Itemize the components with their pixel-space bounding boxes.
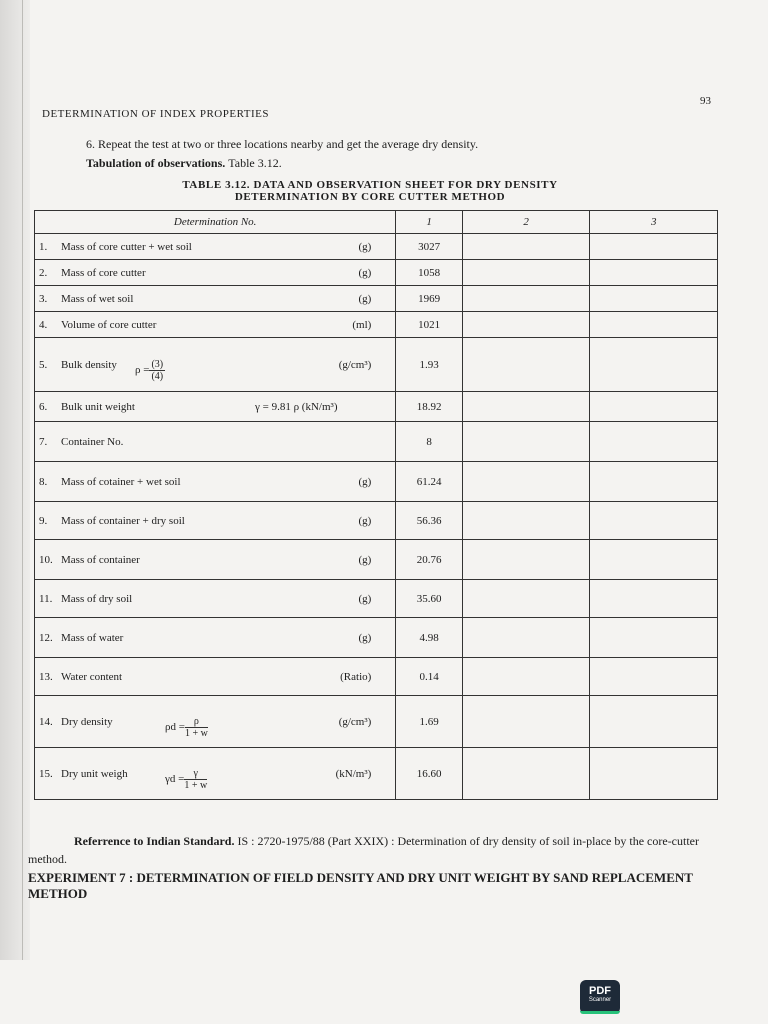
reference-text: IS : 2720-1975/88 (Part XXIX) : Determination of dry density of soil in-place by the core-cutter method. bbox=[28, 834, 700, 866]
row-label: Mass of cotainer + wet soil bbox=[61, 475, 181, 488]
row-value-1: 20.76 bbox=[396, 540, 463, 580]
row-value-1: 16.60 bbox=[396, 748, 463, 800]
badge-accent-bar bbox=[580, 1011, 620, 1014]
table-row bbox=[35, 392, 718, 422]
row-number: 8. bbox=[39, 475, 48, 488]
header-col-3: 3 bbox=[590, 211, 718, 234]
row-label: Mass of core cutter bbox=[61, 266, 146, 279]
row-number: 2. bbox=[39, 266, 48, 279]
table-row bbox=[35, 422, 718, 462]
table-row bbox=[35, 748, 718, 800]
row-parameter bbox=[35, 260, 396, 286]
tabulation-line bbox=[86, 156, 282, 171]
tabulation-ref: Table 3.12. bbox=[228, 156, 282, 170]
badge-subtitle: Scanner bbox=[588, 997, 612, 1003]
experiment-heading: EXPERIMENT 7 : DETERMINATION OF FIELD DENSITY AND DRY UNIT WEIGHT BY SAND REPLACEMENT METHOD bbox=[28, 870, 693, 901]
row-value-1: 61.24 bbox=[396, 462, 463, 502]
row-parameter bbox=[35, 748, 396, 800]
table-row bbox=[35, 234, 718, 260]
fraction-numerator: (3) bbox=[151, 358, 164, 370]
formula-fraction bbox=[185, 716, 208, 739]
row-label: Container No. bbox=[61, 435, 124, 448]
row-parameter bbox=[35, 462, 396, 502]
row-label: Dry density bbox=[61, 715, 113, 728]
row-value-1: 1969 bbox=[396, 286, 463, 312]
table-row bbox=[35, 540, 718, 580]
row-unit: (g/cm³) bbox=[338, 358, 372, 371]
row-value-1: 3027 bbox=[396, 234, 463, 260]
procedure-step: 6. Repeat the test at two or three locations nearby and get the average dry density. bbox=[86, 137, 479, 151]
row-value-3 bbox=[590, 234, 718, 260]
formula-fraction bbox=[149, 359, 165, 382]
row-label: Bulk density bbox=[61, 358, 117, 371]
row-value-3 bbox=[590, 462, 718, 502]
row-unit: (g) bbox=[358, 631, 372, 644]
row-unit: (g/cm³) bbox=[338, 715, 372, 728]
row-value-2 bbox=[462, 580, 590, 618]
row-number: 3. bbox=[39, 292, 48, 305]
fraction-denominator: (4) bbox=[151, 370, 164, 382]
row-parameter bbox=[35, 580, 396, 618]
row-number: 10. bbox=[39, 553, 53, 566]
row-unit: (g) bbox=[358, 292, 372, 305]
row-value-3 bbox=[590, 338, 718, 392]
row-value-1: 1.93 bbox=[396, 338, 463, 392]
row-value-2 bbox=[462, 502, 590, 540]
row-value-2 bbox=[462, 696, 590, 748]
row-parameter bbox=[35, 658, 396, 696]
row-formula bbox=[165, 768, 207, 791]
row-value-1: 56.36 bbox=[396, 502, 463, 540]
row-formula bbox=[255, 401, 337, 413]
row-value-2 bbox=[462, 540, 590, 580]
row-value-3 bbox=[590, 286, 718, 312]
table-row bbox=[35, 462, 718, 502]
row-value-1: 35.60 bbox=[396, 580, 463, 618]
row-parameter bbox=[35, 696, 396, 748]
table-caption bbox=[100, 179, 640, 203]
row-parameter bbox=[35, 338, 396, 392]
row-number: 15. bbox=[39, 767, 53, 780]
row-value-2 bbox=[462, 748, 590, 800]
row-number: 4. bbox=[39, 318, 48, 331]
reference-paragraph bbox=[28, 832, 734, 868]
table-row bbox=[35, 502, 718, 540]
row-unit: (Ratio) bbox=[340, 670, 372, 683]
page-number: 93 bbox=[700, 95, 711, 107]
row-unit: (ml) bbox=[352, 318, 372, 331]
book-spine bbox=[0, 0, 23, 960]
table-row bbox=[35, 658, 718, 696]
row-parameter bbox=[35, 540, 396, 580]
row-value-1: 18.92 bbox=[396, 392, 463, 422]
row-value-3 bbox=[590, 696, 718, 748]
row-formula bbox=[135, 359, 165, 382]
row-number: 14. bbox=[39, 715, 53, 728]
row-label: Mass of core cutter + wet soil bbox=[61, 240, 192, 253]
table-header-row bbox=[35, 211, 718, 234]
row-value-2 bbox=[462, 234, 590, 260]
tabulation-label: Tabulation of observations. bbox=[86, 156, 226, 170]
row-label: Volume of core cutter bbox=[61, 318, 157, 331]
row-number: 9. bbox=[39, 514, 48, 527]
row-unit: (kN/m³) bbox=[335, 767, 372, 780]
table-row bbox=[35, 286, 718, 312]
row-value-3 bbox=[590, 748, 718, 800]
row-value-1: 1058 bbox=[396, 260, 463, 286]
pdf-scanner-badge[interactable] bbox=[580, 980, 620, 1014]
row-value-2 bbox=[462, 338, 590, 392]
row-value-3 bbox=[590, 422, 718, 462]
header-col-2: 2 bbox=[462, 211, 590, 234]
row-parameter bbox=[35, 618, 396, 658]
row-unit: (g) bbox=[358, 240, 372, 253]
row-unit: (g) bbox=[358, 266, 372, 279]
row-number: 13. bbox=[39, 670, 53, 683]
formula-lhs: ρd = bbox=[165, 720, 185, 733]
row-parameter bbox=[35, 422, 396, 462]
row-number: 6. bbox=[39, 400, 48, 413]
row-value-1: 0.14 bbox=[396, 658, 463, 696]
row-value-3 bbox=[590, 618, 718, 658]
table-row bbox=[35, 696, 718, 748]
row-value-2 bbox=[462, 658, 590, 696]
row-formula bbox=[165, 716, 208, 739]
row-label: Bulk unit weight bbox=[61, 400, 135, 413]
row-unit: (g) bbox=[358, 475, 372, 488]
row-value-3 bbox=[590, 580, 718, 618]
row-value-2 bbox=[462, 618, 590, 658]
row-parameter bbox=[35, 286, 396, 312]
table-row bbox=[35, 618, 718, 658]
row-label: Mass of container bbox=[61, 553, 140, 566]
fraction-denominator: 1 + w bbox=[184, 779, 208, 791]
row-number: 12. bbox=[39, 631, 53, 644]
row-number: 7. bbox=[39, 435, 48, 448]
row-value-3 bbox=[590, 658, 718, 696]
fraction-denominator: 1 + w bbox=[184, 727, 208, 739]
row-label: Mass of wet soil bbox=[61, 292, 134, 305]
formula-fraction bbox=[184, 768, 207, 791]
formula-lhs: γd = bbox=[165, 772, 185, 785]
row-parameter bbox=[35, 312, 396, 338]
row-value-3 bbox=[590, 502, 718, 540]
row-value-2 bbox=[462, 462, 590, 502]
row-label: Mass of container + dry soil bbox=[61, 514, 185, 527]
row-value-2 bbox=[462, 312, 590, 338]
row-value-3 bbox=[590, 540, 718, 580]
row-unit: (g) bbox=[358, 553, 372, 566]
table-row bbox=[35, 260, 718, 286]
row-label: Mass of water bbox=[61, 631, 124, 644]
table-caption-line2: DETERMINATION BY CORE CUTTER METHOD bbox=[234, 191, 506, 203]
row-number: 11. bbox=[39, 592, 53, 605]
row-value-3 bbox=[590, 312, 718, 338]
row-number: 5. bbox=[39, 358, 48, 371]
reference-label: Referrence to Indian Standard. bbox=[74, 834, 235, 848]
row-unit: (g) bbox=[358, 514, 372, 527]
row-label: Mass of dry soil bbox=[61, 592, 133, 605]
row-value-1: 8 bbox=[396, 422, 463, 462]
table-row bbox=[35, 338, 718, 392]
badge-title: PDF bbox=[589, 985, 611, 997]
row-label: Water content bbox=[61, 670, 123, 683]
running-head: DETERMINATION OF INDEX PROPERTIES bbox=[42, 108, 269, 120]
row-value-1: 1021 bbox=[396, 312, 463, 338]
fraction-numerator: ρ bbox=[185, 716, 208, 728]
header-col-1: 1 bbox=[396, 211, 463, 234]
row-value-1: 1.69 bbox=[396, 696, 463, 748]
formula-lhs: γ = 9.81 ρ (kN/m³) bbox=[255, 400, 338, 413]
row-parameter bbox=[35, 392, 396, 422]
row-parameter bbox=[35, 234, 396, 260]
header-determination: Determination No. bbox=[35, 211, 396, 234]
row-value-3 bbox=[590, 260, 718, 286]
observation-table bbox=[34, 210, 718, 800]
row-parameter bbox=[35, 502, 396, 540]
row-value-3 bbox=[590, 392, 718, 422]
row-value-2 bbox=[462, 392, 590, 422]
row-value-2 bbox=[462, 422, 590, 462]
formula-lhs: ρ = bbox=[135, 363, 150, 376]
table-caption-line1: TABLE 3.12. DATA AND OBSERVATION SHEET FOR DRY DENSITY bbox=[182, 179, 558, 191]
row-number: 1. bbox=[39, 240, 48, 253]
row-value-2 bbox=[462, 286, 590, 312]
fraction-numerator: γ bbox=[184, 768, 207, 780]
table-row bbox=[35, 580, 718, 618]
row-value-1: 4.98 bbox=[396, 618, 463, 658]
row-value-2 bbox=[462, 260, 590, 286]
row-label: Dry unit weigh bbox=[61, 767, 128, 780]
row-unit: (g) bbox=[358, 592, 372, 605]
table-row bbox=[35, 312, 718, 338]
